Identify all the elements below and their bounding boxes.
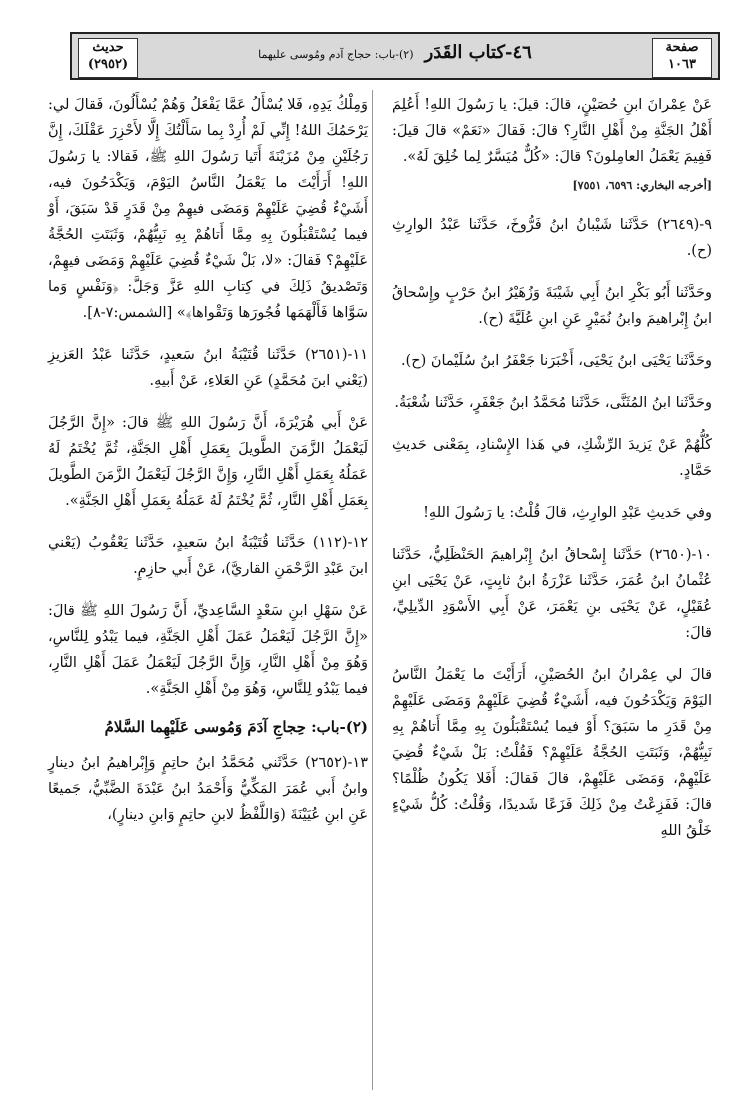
- hadith-paragraph: وَمِلْكُ يَدِهِ، فَلا يُسْأَلُ عَمَّا يَفْعَلُ وَهُمْ يُسْأَلُونَ، فَقالَ لي: يَرْحَمُكَ اللهُ! إِنِّي لَمْ أُرِدْ بِما سَأَلْتُكَ إِلَّا لأَحْزِرَ عَقْلَكَ، إِنَّ رَجُلَيْنِ مِنْ مُزَيْنَةَ أَتَيا رَسُولَ اللهِ ﷺ، فَقالا: يا رَسُولَ اللهِ! أَرَأَيْتَ ما يَعْمَلُ النَّاسُ اليَوْمَ، وَيَكْدَحُونَ فيه، أَشَيْءٌ قُضِيَ عَلَيْهِمْ وَمَضَى فيهِمْ مِنْ قَدَرٍ قَدْ سَبَقَ، أَوْ فيما يُسْتَقْبَلُونَ بِهِ مِمَّا أَتاهُمْ بِهِ نَبِيُّهُمْ، وَثَبَتَتِ الحُجَّةُ عَلَيْهِمْ؟ فَقالَ: «لا، بَلْ شَيْءٌ قُضِيَ عَلَيْهِمْ وَمَضَى فيهِمْ، وَتَصْديقُ ذَلِكَ في كِتابِ اللهِ عَزَّ وَجَلَّ: ﴿وَنَفْسٍ وَما سَوَّاها فَأَلْهَمَها فُجُورَها وَتَقْواها﴾» [الشمس:٧-٨].: [48, 97, 368, 321]
- hadith-paragraph: ١١-(٢٦٥١) حَدَّثَنا قُتَيْبَةُ ابنُ سَعيدٍ، حَدَّثَنا عَبْدُ العَزيزِ (يَعْني ابنَ مُحَمَّدٍ) عَنِ العَلاءِ، عَنْ أَبيهِ.: [48, 347, 368, 389]
- hadith-paragraph: عَنْ عِمْرانَ ابنِ حُصَيْنٍ، قالَ: قيلَ: يا رَسُولَ اللهِ! أَعُلِمَ أَهْلُ الجَنَّةِ مِنْ أَهْلِ النَّارِ؟ قالَ: فَقالَ «نَعَمْ» قالَ قيلَ: فَفِيمَ يَعْمَلُ العامِلونَ؟ قالَ: «كُلٌّ مُيَسَّرٌ لِما خُلِقَ لَهُ».: [392, 97, 712, 165]
- left-column: [48, 92, 368, 1092]
- hadith-paragraph: وفي حَديثِ عَبْدِ الوارِثِ، قالَ قُلْتُ: يا رَسُولَ اللهِ!: [423, 505, 712, 521]
- hadith-paragraph: عَنْ سَهْلِ ابنِ سَعْدٍ السَّاعِديِّ، أَنَّ رَسُولَ اللهِ ﷺ قالَ: «إِنَّ الرَّجُلَ لَيَعْمَلُ عَمَلَ أَهْلِ الجَنَّةِ، فيما يَبْدُو لِلنَّاسِ، وَهُوَ مِنْ أَهْلِ النَّارِ، وَإِنَّ الرَّجُلَ لَيَعْمَلُ عَمَلَ أَهْلِ النَّارِ، فيما يَبْدُو لِلنَّاسِ، وَهُوَ مِنْ أَهْلِ الجَنَّةِ».: [48, 603, 368, 697]
- hadith-number: (٢٩٥٢): [87, 57, 129, 72]
- page-header: [70, 32, 720, 80]
- book-title: ٤٦-كتاب القَدَر: [424, 42, 532, 63]
- page-number-box: [652, 38, 712, 78]
- hadith-paragraph: ١٢-(١١٢) حَدَّثَنا قُتَيْبَةُ ابنُ سَعيدٍ، حَدَّثَنا يَعْقُوبُ (يَعْني ابنَ عَبْدِ الرَّحْمَنِ القاريَّ)، عَنْ أَبي حازِمٍ.: [48, 535, 368, 577]
- right-column: [392, 92, 712, 1092]
- column-divider: [372, 90, 373, 1090]
- chapter-title: (٢)-باب: حجاج آدم ومُوسى عليهما: [258, 48, 414, 61]
- page-label: صفحة: [665, 40, 699, 55]
- page-number: ١٠٦٣: [668, 57, 696, 72]
- hadith-paragraph: وحَدَّثَنا ابنُ المُثَنَّى، حَدَّثَنا مُحَمَّدُ ابنُ جَعْفَرٍ، حَدَّثَنا شُعْبَةُ.: [394, 395, 712, 411]
- hadith-paragraph: ١٠-(٢٦٥٠) حَدَّثَنا إِسْحاقُ ابنُ إِبْراهيمَ الحَنْظَلِيُّ، حَدَّثَنا عُثْمانُ ابنُ عُمَرَ، حَدَّثَنا عَزْرَةُ ابنُ ثابِتٍ، عَنْ يَحْيَى ابنِ عُقَيْلٍ، عَنْ يَحْيَى بنِ يَعْمَرَ، عَنْ أَبِي الأَسْوَدِ الدِّيلِيِّ، قالَ:: [392, 547, 712, 641]
- hadith-label: حديث: [92, 40, 124, 55]
- hadith-paragraph: ٩-(٢٦٤٩) حَدَّثَنا شَيْبانُ ابنُ فَرُّوخَ، حَدَّثَنا عَبْدُ الوارِثِ (ح).: [392, 217, 712, 259]
- running-title: [142, 42, 648, 63]
- hadith-paragraph: وحَدَّثَنا أَبُو بَكْرِ ابنُ أَبِي شَيْبَةَ وَزُهَيْرُ ابنُ حَرْبٍ وإِسْحاقُ ابنُ إِبْراهيمَ وابنُ نُمَيْرٍ عَنِ ابنِ عُلَيَّةَ (ح).: [392, 285, 712, 327]
- hadith-paragraph: عَنْ أَبي هُرَيْرَةَ، أَنَّ رَسُولَ اللهِ ﷺ قالَ: «إِنَّ الرَّجُلَ لَيَعْمَلُ الزَّمَنَ الطَّويلَ بِعَمَلِ أَهْلِ الجَنَّةِ، ثُمَّ يُخْتَمُ لَهُ عَمَلُهُ بِعَمَلِ أَهْلِ النَّارِ، وَإِنَّ الرَّجُلَ لَيَعْمَلُ الزَّمَنَ الطَّويلَ بِعَمَلِ أَهْلِ النَّارِ، ثُمَّ يُخْتَمُ لَهُ عَمَلُهُ بِعَمَلِ أَهْلِ الجَنَّةِ».: [48, 415, 368, 509]
- hadith-paragraph: ١٣-(٢٦٥٢) حَدَّثَني مُحَمَّدُ ابنُ حاتِمٍ وَإِبْراهيمُ ابنُ دينارٍ وابنُ أَبي عُمَرَ المَكِّيُّ وَأَحْمَدُ ابنُ عَبْدَةَ الضَّبِّيُّ، جَميعًا عَنِ ابنِ عُيَيْنَةَ (وَاللَّفْظُ لابنِ حاتِمٍ وَابنِ دينارٍ)،: [48, 755, 368, 823]
- hadith-paragraph: وحَدَّثَنا يَحْيَى ابنُ يَحْيَى، أَخْبَرَنا جَعْفَرُ ابنُ سُلَيْمانَ (ح).: [400, 353, 712, 369]
- hadith-paragraph: قالَ لي عِمْرانُ ابنُ الحُصَيْنِ، أَرَأَيْتَ ما يَعْمَلُ النَّاسُ اليَوْمَ وَيَكْدَحُونَ فيه، أَشَيْءٌ قُضِيَ عَلَيْهِمْ وَمَضَى عَلَيْهِمْ مِنْ قَدَرِ ما سَبَقَ؟ أَوْ فيما يُسْتَقْبَلُونَ بِهِ مِمَّا أَتاهُمْ بِهِ نَبِيُّهُمْ، وَثَبَتَتِ الحُجَّةُ عَلَيْهِمْ؟ فَقُلْتُ: بَلْ شَيْءٌ قُضِيَ عَلَيْهِمْ، وَمَضَى عَلَيْهِمْ، قالَ فَقالَ: أَفَلا يَكُونُ ظُلْمًا؟ قالَ: فَفَزِعْتُ مِنْ ذَلِكَ فَزَعًا شَديدًا، وَقُلْتُ: كُلُّ شَيْءٍ خَلْقُ اللهِ: [392, 667, 712, 839]
- reference-note: [أخرجه البخاري: ٦٥٩٦، ٧٥٥١]: [572, 179, 712, 192]
- hadith-number-box: [78, 38, 138, 78]
- hadith-paragraph: كُلُّهُمْ عَنْ يَزيدَ الرِّشْكِ، في هَذا الإِسْنادِ، بِمَعْنى حَديثِ حَمَّادٍ.: [392, 437, 712, 479]
- chapter-heading: (٢)-باب: حِجاجِ آدَمَ وَمُوسى عَلَيْهِما السَّلامُ: [104, 718, 368, 736]
